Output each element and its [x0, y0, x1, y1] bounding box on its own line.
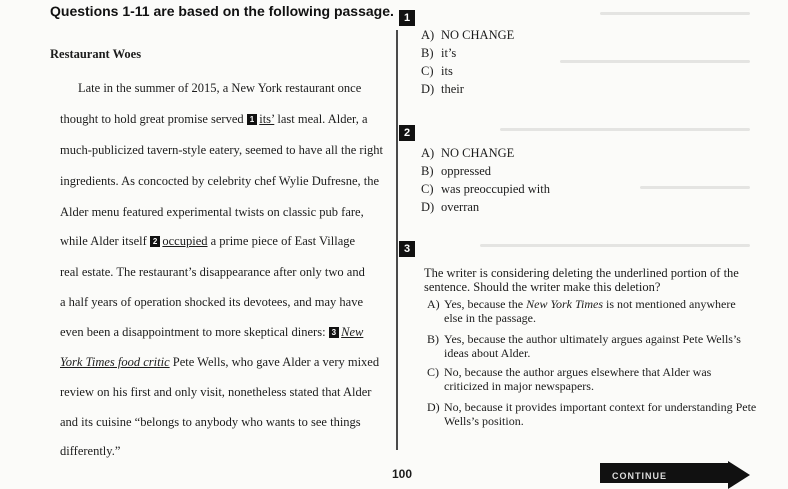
answer-option[interactable]: B) oppressed: [421, 164, 491, 178]
passage-line: York Times food critic Pete Wells, who gave Alder a very mixed: [60, 355, 380, 369]
page-number: 100: [392, 467, 413, 481]
passage-line: thought to hold great promise served 1 its’ last meal. Alder, a: [60, 112, 368, 126]
question-stem: The writer is considering deleting the underlined portion of the sentence. Should the writer make this deletion?: [424, 266, 739, 294]
column-divider: [396, 30, 398, 450]
bleed-through: [500, 128, 750, 131]
question-marker: 2: [150, 236, 160, 247]
answer-option[interactable]: C) its: [421, 64, 453, 78]
underlined-portion: York Times food critic: [60, 355, 170, 369]
continue-arrow-icon: [728, 461, 750, 489]
answer-option[interactable]: D) overran: [421, 200, 480, 214]
bleed-through: [480, 244, 750, 247]
passage-line: ingredients. As concocted by celebrity chef Wylie Dufresne, the: [60, 174, 380, 188]
answer-option[interactable]: D) their: [421, 82, 464, 96]
question-marker: 3: [329, 327, 339, 338]
answer-option[interactable]: D) No, because it provides important context for understanding Pete Wells’s position.: [427, 400, 757, 428]
passage-line: review on his first and only visit, nonetheless stated that Alder: [60, 385, 372, 399]
underlined-portion: its’: [259, 112, 275, 126]
bleed-through: [640, 186, 750, 189]
answer-option[interactable]: A) NO CHANGE: [421, 28, 515, 42]
passage-line: Alder menu featured experimental twists on classic pub fare,: [60, 205, 364, 219]
underlined-portion: occupied: [162, 234, 208, 248]
continue-label: CONTINUE: [612, 471, 667, 481]
question-marker: 1: [247, 114, 257, 125]
passage-line: a half years of operation shocked its devotees, and may have: [60, 295, 364, 309]
passage-title: Restaurant Woes: [50, 47, 142, 61]
answer-option[interactable]: B) Yes, because the author ultimately argues against Pete Wells’s ideas about Alder.: [427, 332, 741, 360]
bleed-through: [560, 60, 750, 63]
passage-line: differently.”: [60, 444, 121, 458]
questions-header: Questions 1-11 are based on the following passage.: [50, 3, 394, 19]
answer-option[interactable]: A) NO CHANGE: [421, 146, 515, 160]
question-number-box: 2: [399, 125, 415, 141]
answer-option[interactable]: B) it’s: [421, 46, 457, 60]
answer-option[interactable]: C) No, because the author argues elsewhere that Alder was criticized in major newspapers.: [427, 365, 712, 393]
bleed-through: [600, 12, 750, 15]
passage-line: even been a disappointment to more skeptical diners: 3 New: [60, 325, 364, 339]
passage-line: and its cuisine “belongs to anybody who wants to see things: [60, 415, 361, 429]
passage-line: much-publicized tavern-style eatery, seemed to have all the right: [60, 143, 384, 157]
answer-option[interactable]: C) was preoccupied with: [421, 182, 550, 196]
passage-line: real estate. The restaurant’s disappearance after only two and: [60, 265, 365, 279]
passage-line: while Alder itself 2 occupied a prime piece of East Village: [60, 234, 356, 248]
underlined-portion: New: [341, 325, 364, 339]
continue-banner: [600, 463, 730, 483]
question-number-box: 3: [399, 241, 415, 257]
answer-option[interactable]: A) Yes, because the New York Times is not mentioned anywhere else in the passage.: [427, 297, 736, 325]
question-number-box: 1: [399, 10, 415, 26]
passage-line: Late in the summer of 2015, a New York restaurant once: [78, 81, 362, 95]
